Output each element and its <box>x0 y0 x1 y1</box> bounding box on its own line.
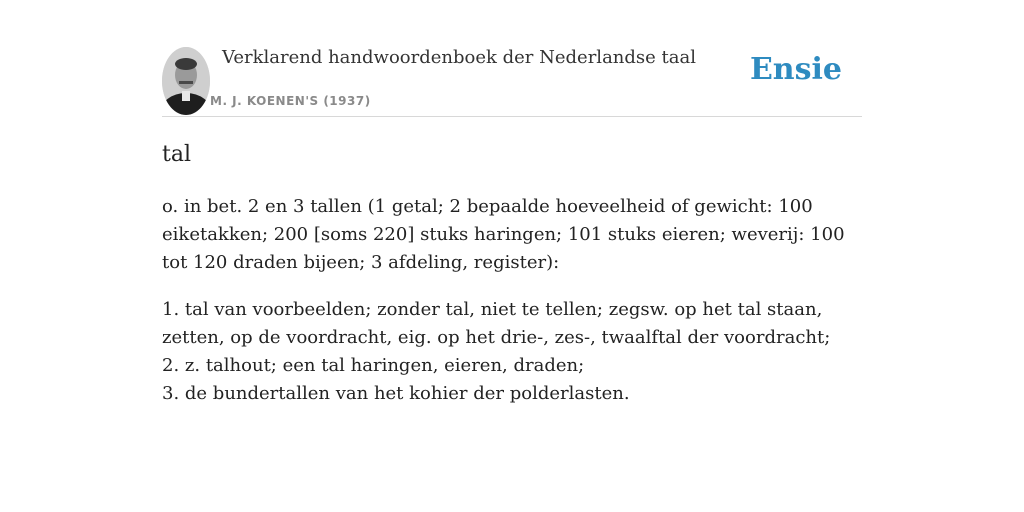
headword: tal <box>162 142 191 167</box>
definition-text: o. in bet. 2 en 3 tallen (1 getal; 2 bepaalde hoeveelheid of gewicht: 100 eiketakken; 200 [soms 220] stuks haringen; 101 stuks eieren; weverij: 100 tot 120 draden bijeen; 3 afdeling, register): <box>162 196 845 273</box>
sense-item: 2. z. talhout; een tal haringen, eieren, draden; <box>162 355 585 376</box>
page-header <box>162 0 862 117</box>
entry-page <box>162 0 862 404</box>
dictionary-author: M. J. KOENEN'S (1937) <box>210 94 371 108</box>
senses-list <box>162 296 862 408</box>
sense-item: 1. tal van voorbeelden; zonder tal, niet te tellen; zegsw. op het tal staan, zetten, op de voordracht, eig. op het drie-, zes-, twaalftal der voordracht; <box>162 299 831 348</box>
author-portrait-icon <box>162 47 210 115</box>
sense-item: 3. de bundertallen van het kohier der polderlasten. <box>162 383 630 404</box>
ensie-logo-link[interactable]: Ensie <box>749 52 842 87</box>
dictionary-title: Verklarend handwoordenboek der Nederlandse taal <box>222 47 696 68</box>
